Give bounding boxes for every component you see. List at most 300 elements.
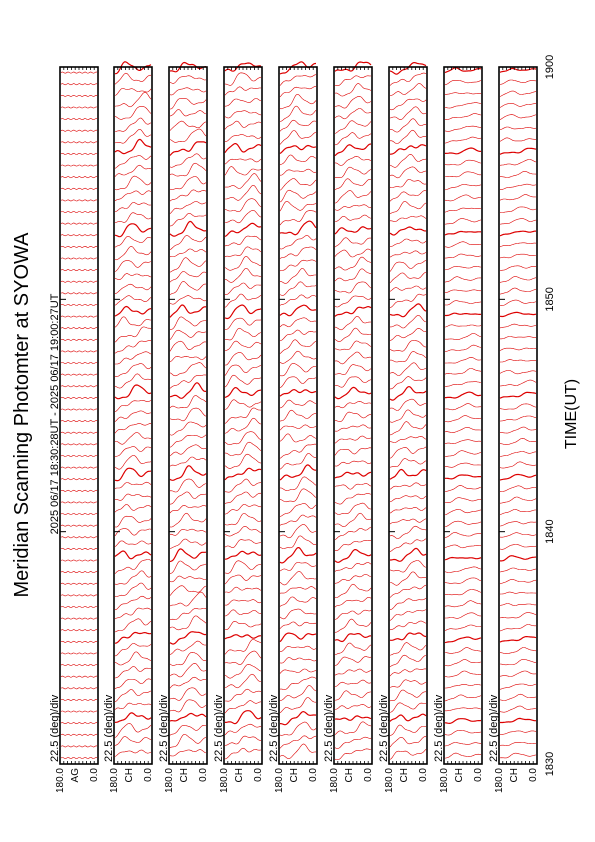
trace-line xyxy=(445,345,481,352)
trace-line xyxy=(61,514,97,515)
trace-line xyxy=(115,106,151,119)
channel-name: CH xyxy=(179,768,190,783)
trace-line xyxy=(445,219,481,225)
trace-line xyxy=(170,492,206,504)
trace-line xyxy=(445,103,481,109)
trace-line xyxy=(115,723,151,737)
trace-line xyxy=(335,669,371,675)
trace-line xyxy=(115,713,151,723)
trace-line xyxy=(225,418,261,433)
trace-line xyxy=(445,80,481,85)
trace-line xyxy=(115,505,151,513)
trace-line xyxy=(170,479,206,492)
trace-line xyxy=(390,340,426,351)
trace-line xyxy=(225,199,261,212)
trace-line xyxy=(225,540,261,548)
channel-name: CH xyxy=(509,768,520,783)
trace-line xyxy=(280,425,316,430)
trace-line xyxy=(61,409,97,410)
trace-line xyxy=(335,749,371,760)
trace-line xyxy=(225,748,261,759)
trace-line xyxy=(335,527,371,540)
trace-line xyxy=(500,556,536,561)
trace-line xyxy=(445,416,481,422)
trace-line xyxy=(280,179,316,191)
trace-line xyxy=(280,260,316,271)
trace-line xyxy=(445,567,481,573)
trace-line xyxy=(445,719,481,724)
panel-traces xyxy=(335,62,371,760)
trace-line xyxy=(225,635,261,639)
trace-line xyxy=(500,613,536,618)
trace-line xyxy=(335,704,371,709)
trace-line xyxy=(500,604,536,606)
trace-line xyxy=(280,106,316,122)
trace-line xyxy=(500,300,536,306)
trace-line xyxy=(390,526,426,538)
trace-line xyxy=(115,424,151,434)
trace-line xyxy=(390,436,426,442)
trace-line xyxy=(280,736,316,749)
trace-line xyxy=(390,539,426,552)
trace-line xyxy=(280,131,316,145)
trace-line xyxy=(61,641,97,642)
y-max-label: 180.0 xyxy=(274,768,285,794)
channel-name: CH xyxy=(234,768,245,783)
scale-label: 22.5 (deg)/div xyxy=(378,694,390,762)
trace-line xyxy=(445,708,481,711)
trace-line xyxy=(335,316,371,330)
trace-line xyxy=(225,135,261,142)
trace-line xyxy=(170,529,206,535)
trace-line xyxy=(500,684,536,689)
trace-line xyxy=(445,671,481,677)
trace-line xyxy=(500,103,536,107)
trace-line xyxy=(445,93,481,95)
panel-4 xyxy=(213,63,264,793)
trace-line xyxy=(225,575,261,584)
trace-line xyxy=(61,316,97,317)
trace-line xyxy=(500,648,536,654)
trace-line xyxy=(500,743,536,746)
trace-line xyxy=(390,239,426,247)
trace-line xyxy=(115,447,151,457)
y-min-label: 0.0 xyxy=(198,768,209,782)
x-tick-labels xyxy=(544,55,556,776)
trace-line xyxy=(445,743,481,747)
trace-line xyxy=(335,96,371,108)
trace-line xyxy=(170,750,206,756)
trace-line xyxy=(115,88,151,95)
trace-line xyxy=(61,84,97,85)
trace-line xyxy=(225,621,261,629)
trace-line xyxy=(170,576,206,582)
trace-line xyxy=(335,387,371,398)
channel-name: CH xyxy=(124,768,135,783)
trace-line xyxy=(225,121,261,129)
trace-line xyxy=(170,356,206,362)
trace-line xyxy=(280,269,316,284)
trace-line xyxy=(170,592,206,606)
trace-line xyxy=(61,142,97,143)
trace-line xyxy=(390,749,426,759)
trace-line xyxy=(115,583,151,597)
trace-line xyxy=(390,328,426,340)
trace-line xyxy=(280,169,316,175)
y-max-label: 180.0 xyxy=(329,768,340,794)
trace-line xyxy=(115,236,151,247)
trace-line xyxy=(115,140,151,154)
trace-line xyxy=(445,266,481,270)
trace-line xyxy=(280,669,316,674)
y-max-label: 180.0 xyxy=(55,768,66,794)
trace-line xyxy=(115,571,151,585)
panel-frame xyxy=(334,67,372,764)
trace-line xyxy=(61,188,97,189)
trace-line xyxy=(225,711,261,724)
trace-line xyxy=(280,390,316,397)
trace-line xyxy=(115,118,151,132)
trace-line xyxy=(335,472,371,478)
trace-line xyxy=(500,427,536,433)
trace-line xyxy=(500,568,536,572)
trace-line xyxy=(445,232,481,235)
trace-line xyxy=(225,736,261,745)
trace-line xyxy=(335,307,371,317)
trace-line xyxy=(225,375,261,387)
trace-line xyxy=(335,191,371,204)
trace-line xyxy=(115,385,151,399)
trace-line xyxy=(335,680,371,687)
trace-line xyxy=(445,660,481,666)
trace-line xyxy=(61,676,97,677)
trace-line xyxy=(335,448,371,456)
trace-line xyxy=(390,191,426,202)
trace-line xyxy=(280,698,316,713)
trace-line xyxy=(170,688,206,701)
trace-line xyxy=(225,468,261,480)
trace-line xyxy=(225,223,261,236)
trace-line xyxy=(225,724,261,735)
y-min-label: 0.0 xyxy=(473,768,484,782)
panel-frame xyxy=(60,67,98,764)
trace-line xyxy=(280,677,316,690)
trace-line xyxy=(170,129,206,142)
trace-line xyxy=(280,377,316,388)
trace-line xyxy=(335,365,371,375)
trace-line xyxy=(61,723,97,724)
trace-line xyxy=(445,277,481,282)
trace-line xyxy=(445,313,481,315)
trace-line xyxy=(500,404,536,410)
trace-line xyxy=(280,622,316,629)
trace-line xyxy=(61,525,97,526)
trace-line xyxy=(280,330,316,341)
trace-line xyxy=(335,401,371,408)
trace-line xyxy=(225,454,261,468)
trace-line xyxy=(61,270,97,271)
trace-line xyxy=(280,75,316,86)
trace-line xyxy=(170,422,206,435)
trace-line xyxy=(225,352,261,365)
trace-line xyxy=(280,646,316,651)
trace-line xyxy=(225,513,261,525)
trace-line xyxy=(280,94,316,108)
trace-line xyxy=(335,167,371,177)
trace-line xyxy=(335,540,371,550)
time-range-label: 2025 06/17 18:30:28UT - 2025 06/17 19:00:27UT xyxy=(49,293,61,535)
trace-line xyxy=(115,341,151,354)
trace-line xyxy=(61,421,97,422)
trace-line xyxy=(61,397,97,398)
trace-line xyxy=(500,370,536,373)
trace-line xyxy=(445,290,481,293)
trace-line xyxy=(170,445,206,456)
trace-line xyxy=(280,434,316,442)
trace-line xyxy=(390,363,426,376)
trace-line xyxy=(335,257,371,270)
trace-line xyxy=(445,521,481,526)
trace-line xyxy=(170,190,206,201)
trace-line xyxy=(280,572,316,585)
y-min-label: 0.0 xyxy=(253,768,264,782)
trace-line xyxy=(280,536,316,549)
trace-line xyxy=(115,213,151,223)
trace-line xyxy=(115,327,151,342)
trace-line xyxy=(170,154,206,168)
scale-label: 22.5 (deg)/div xyxy=(433,694,445,762)
trace-line xyxy=(170,163,206,176)
trace-line xyxy=(115,129,151,143)
trace-line xyxy=(115,92,151,107)
trace-line xyxy=(225,388,261,398)
chart-title: Meridian Scanning Photomter at SYOWA xyxy=(11,232,33,598)
trace-line xyxy=(280,86,316,97)
panel-9 xyxy=(488,67,539,793)
trace-line xyxy=(115,679,151,689)
trace-line xyxy=(445,558,481,560)
trace-line xyxy=(390,572,426,585)
trace-line xyxy=(225,432,261,445)
trace-line xyxy=(61,362,97,363)
trace-line xyxy=(500,462,536,468)
trace-line xyxy=(390,459,426,468)
trace-line xyxy=(115,317,151,328)
trace-line xyxy=(335,238,371,247)
trace-line xyxy=(280,587,316,594)
trace-line xyxy=(170,305,206,317)
trace-line xyxy=(280,211,316,225)
trace-line xyxy=(390,496,426,502)
trace-line xyxy=(170,201,206,213)
trace-line xyxy=(170,725,206,735)
trace-line xyxy=(445,533,481,538)
panel-traces xyxy=(115,62,151,757)
trace-line xyxy=(445,137,481,143)
trace-line xyxy=(445,498,481,503)
panel-traces xyxy=(390,63,426,760)
trace-line xyxy=(390,399,426,410)
trace-line xyxy=(170,98,206,109)
trace-line xyxy=(500,348,536,351)
trace-line xyxy=(225,600,261,606)
trace-line xyxy=(500,671,536,677)
trace-line xyxy=(335,341,371,350)
trace-line xyxy=(61,455,97,456)
trace-line xyxy=(390,548,426,561)
trace-line xyxy=(170,700,206,712)
trace-line xyxy=(61,246,97,247)
trace-line xyxy=(225,365,261,376)
trace-line xyxy=(335,513,371,527)
trace-line xyxy=(115,703,151,710)
trace-line xyxy=(500,337,536,339)
trace-line xyxy=(445,404,481,410)
y-min-label: 0.0 xyxy=(308,768,319,782)
trace-line xyxy=(445,427,481,432)
trace-line xyxy=(335,227,371,234)
trace-line xyxy=(225,73,261,86)
trace-line xyxy=(61,746,97,747)
trace-line xyxy=(500,277,536,283)
trace-line xyxy=(115,516,151,527)
y-max-label: 180.0 xyxy=(219,768,230,794)
trace-line xyxy=(61,386,97,387)
trace-line xyxy=(61,502,97,503)
trace-line xyxy=(335,412,371,422)
trace-line xyxy=(170,586,206,596)
trace-line xyxy=(225,689,261,701)
trace-line xyxy=(335,563,371,572)
trace-line xyxy=(500,254,536,258)
y-max-label: 180.0 xyxy=(439,768,450,794)
trace-line xyxy=(445,242,481,248)
trace-line xyxy=(390,737,426,747)
trace-line xyxy=(445,601,481,607)
trace-line xyxy=(280,305,316,316)
trace-line xyxy=(335,352,371,364)
trace-line xyxy=(500,475,536,481)
panel-frame xyxy=(444,67,482,764)
trace-line xyxy=(335,84,371,97)
trace-line xyxy=(280,465,316,480)
trace-line xyxy=(445,637,481,643)
trace-line xyxy=(225,341,261,351)
trace-line xyxy=(280,489,316,502)
trace-line xyxy=(500,324,536,328)
trace-line xyxy=(280,190,316,202)
trace-line xyxy=(61,153,97,154)
trace-line xyxy=(170,341,206,351)
panel-frame xyxy=(499,67,537,764)
y-max-label: 180.0 xyxy=(164,768,175,794)
y-min-label: 0.0 xyxy=(143,768,154,782)
trace-line xyxy=(280,597,316,607)
trace-line xyxy=(445,114,481,120)
trace-line xyxy=(390,304,426,317)
trace-line xyxy=(335,76,371,86)
trace-line xyxy=(170,396,206,409)
trace-line xyxy=(280,318,316,327)
trace-line xyxy=(225,159,261,164)
trace-line xyxy=(170,549,206,562)
trace-line xyxy=(445,301,481,305)
trace-line xyxy=(335,282,371,293)
trace-line xyxy=(225,610,261,616)
trace-line xyxy=(115,296,151,306)
trace-line xyxy=(280,744,316,759)
trace-line xyxy=(280,363,316,375)
trace-line xyxy=(335,619,371,632)
trace-line xyxy=(170,281,206,294)
trace-line xyxy=(115,246,151,259)
trace-line xyxy=(500,497,536,503)
panel-traces xyxy=(225,63,261,759)
trace-line xyxy=(225,561,261,574)
trace-line xyxy=(115,411,151,422)
trace-line xyxy=(445,730,481,735)
trace-line xyxy=(170,110,206,117)
trace-line xyxy=(61,699,97,700)
trace-line xyxy=(115,156,151,169)
y-min-label: 0.0 xyxy=(528,768,539,782)
trace-line xyxy=(445,325,481,327)
trace-line xyxy=(61,432,97,433)
trace-line xyxy=(170,513,206,527)
trace-line xyxy=(390,119,426,132)
trace-line xyxy=(500,718,536,722)
trace-line xyxy=(170,236,206,250)
trace-line xyxy=(170,76,206,84)
trace-line xyxy=(115,619,151,632)
trace-line xyxy=(390,286,426,291)
trace-line xyxy=(115,224,151,237)
channel-name: CH xyxy=(399,768,410,783)
trace-line xyxy=(335,296,371,307)
trace-line xyxy=(115,596,151,610)
trace-line xyxy=(61,734,97,735)
trace-line xyxy=(170,663,206,677)
trace-line xyxy=(445,126,481,131)
panel-traces xyxy=(500,68,536,758)
trace-line xyxy=(61,235,97,236)
trace-line xyxy=(115,400,151,411)
trace-line xyxy=(61,583,97,584)
panel-5 xyxy=(268,62,319,793)
trace-line xyxy=(500,171,536,177)
trace-line xyxy=(500,195,536,201)
trace-line xyxy=(335,377,371,387)
trace-line xyxy=(115,202,151,211)
trace-line xyxy=(170,435,206,447)
trace-line xyxy=(115,551,151,559)
panel-traces xyxy=(280,62,316,759)
trace-line xyxy=(335,121,371,134)
trace-line xyxy=(115,261,151,272)
trace-line xyxy=(225,551,261,559)
trace-line xyxy=(61,479,97,480)
trace-line xyxy=(500,545,536,550)
trace-line xyxy=(335,109,371,119)
trace-line xyxy=(335,133,371,145)
trace-line xyxy=(115,352,151,364)
trace-line xyxy=(335,205,371,211)
trace-line xyxy=(335,484,371,490)
trace-line xyxy=(280,351,316,363)
scale-label: 22.5 (deg)/div xyxy=(323,694,335,762)
trace-line xyxy=(445,753,481,758)
trace-line xyxy=(390,507,426,513)
